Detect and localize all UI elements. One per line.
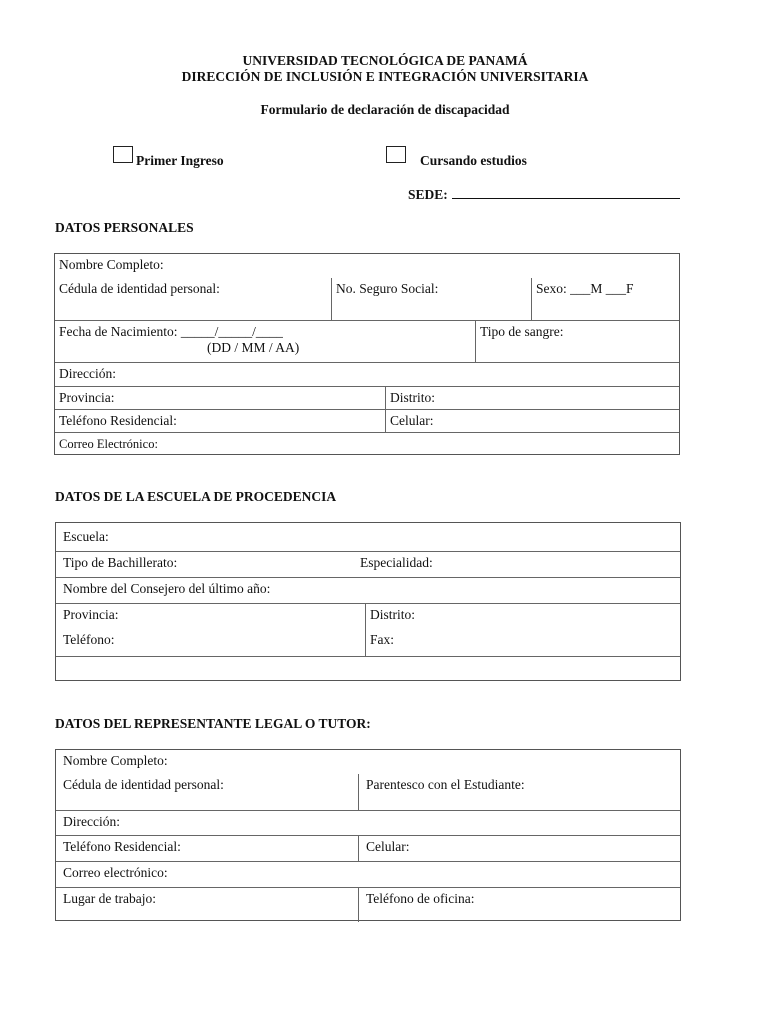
- table-row: [56, 750, 680, 774]
- escuela-distrito-field[interactable]: Distrito:: [365, 604, 680, 629]
- table-row: [56, 577, 680, 603]
- table-row: [55, 254, 679, 278]
- primer-ingreso-checkbox[interactable]: [113, 146, 133, 163]
- table-row: [56, 523, 680, 551]
- tutor-nombre-field[interactable]: Nombre Completo:: [63, 753, 168, 768]
- distrito-field[interactable]: Distrito:: [385, 387, 679, 409]
- escuela-field[interactable]: Escuela:: [63, 529, 109, 544]
- escuela-telefono-field[interactable]: Teléfono:: [63, 632, 115, 647]
- table-row: [56, 887, 680, 922]
- lugar-trabajo-field[interactable]: Lugar de trabajo:: [63, 891, 156, 906]
- table-row: [55, 386, 679, 409]
- fecha-nacimiento-label: Fecha de Nacimiento: _____/_____/____: [59, 324, 283, 339]
- tipo-sangre-field[interactable]: Tipo de sangre:: [475, 321, 679, 362]
- direccion-field[interactable]: Dirección:: [59, 366, 116, 381]
- form-title: Formulario de declaración de discapacidad: [260, 102, 510, 117]
- escuela-provincia-field[interactable]: Provincia:: [63, 607, 119, 622]
- escuela-extra-field[interactable]: [56, 657, 680, 682]
- table-row: [55, 432, 679, 456]
- tutor-celular-field[interactable]: Celular:: [358, 836, 680, 861]
- tutor-table: [55, 749, 681, 921]
- tutor-correo-field[interactable]: Correo electrónico:: [63, 865, 168, 880]
- nombre-field[interactable]: Nombre Completo:: [59, 257, 164, 272]
- correo-field[interactable]: Correo Electrónico:: [59, 437, 158, 451]
- primer-ingreso-label: Primer Ingreso: [136, 153, 224, 168]
- sede-line: [452, 186, 680, 199]
- table-row: [55, 362, 679, 386]
- tutor-cedula-field[interactable]: Cédula de identidad personal:: [63, 777, 224, 792]
- personal-table: [54, 253, 680, 455]
- university-name: UNIVERSIDAD TECNOLÓGICA DE PANAMÁ: [242, 53, 528, 68]
- section-title-personal: DATOS PERSONALES: [55, 220, 194, 235]
- table-row: [55, 278, 679, 320]
- fax-field[interactable]: Fax:: [365, 629, 680, 656]
- fecha-nacimiento-field[interactable]: [55, 321, 475, 362]
- table-row: [56, 603, 680, 629]
- provincia-field[interactable]: Provincia:: [59, 390, 115, 405]
- telefono-oficina-field[interactable]: Teléfono de oficina:: [358, 888, 680, 922]
- department-name: DIRECCIÓN DE INCLUSIÓN E INTEGRACIÓN UNIVERSITARIA: [181, 69, 589, 84]
- table-row: [56, 835, 680, 861]
- bachillerato-field[interactable]: Tipo de Bachillerato:: [63, 555, 178, 570]
- cedula-field[interactable]: Cédula de identidad personal:: [59, 281, 220, 296]
- table-row: [56, 551, 680, 577]
- seguro-social-field[interactable]: No. Seguro Social:: [331, 278, 531, 320]
- cursando-estudios-checkbox[interactable]: [386, 146, 406, 163]
- table-row: [56, 861, 680, 887]
- parentesco-field[interactable]: Parentesco con el Estudiante:: [358, 774, 680, 810]
- tutor-direccion-field[interactable]: Dirección:: [63, 814, 120, 829]
- escuela-table: [55, 522, 681, 681]
- cursando-estudios-label: Cursando estudios: [420, 153, 527, 168]
- sede-label: SEDE:: [408, 187, 448, 202]
- section-title-escuela: DATOS DE LA ESCUELA DE PROCEDENCIA: [55, 489, 337, 504]
- celular-field[interactable]: Celular:: [385, 410, 679, 432]
- especialidad-field[interactable]: Especialidad:: [360, 555, 433, 570]
- table-row: [56, 774, 680, 810]
- consejero-field[interactable]: Nombre del Consejero del último año:: [63, 581, 271, 596]
- table-row: [55, 320, 679, 362]
- fecha-format-hint: (DD / MM / AA): [207, 340, 300, 355]
- section-title-tutor: DATOS DEL REPRESENTANTE LEGAL O TUTOR:: [55, 716, 371, 731]
- table-row: [56, 656, 680, 682]
- tutor-telefono-field[interactable]: Teléfono Residencial:: [63, 839, 181, 854]
- sede-field[interactable]: [408, 186, 680, 203]
- table-row: [55, 409, 679, 432]
- table-row: [56, 629, 680, 656]
- table-row: [56, 810, 680, 835]
- sexo-field[interactable]: Sexo: ___M ___F: [531, 278, 679, 320]
- telefono-residencial-field[interactable]: Teléfono Residencial:: [59, 413, 177, 428]
